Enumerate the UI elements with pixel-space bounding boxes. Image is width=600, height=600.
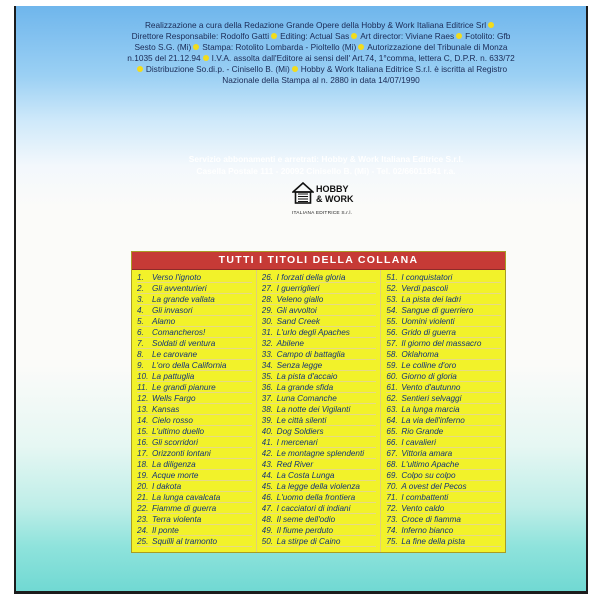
list-item-title: I cacciatori di indiani — [276, 504, 351, 514]
list-item — [137, 371, 256, 382]
list-item-title: Verso l'ignoto — [152, 273, 202, 282]
list-item — [386, 415, 505, 426]
list-item-number: 45. — [261, 482, 274, 492]
list-item — [137, 349, 256, 360]
list-item — [386, 393, 505, 404]
list-item — [386, 437, 505, 448]
list-item-number: 36. — [261, 383, 274, 393]
list-item-number: 32. — [261, 339, 274, 349]
logo-line-2: & WORK — [316, 194, 354, 204]
list-item — [137, 360, 256, 371]
credit-line: I.V.A. assolta dall'Editore ai sensi dell' Art.74, 1°comma, lettera C, D.P.R. n. 633/72 — [211, 53, 515, 64]
list-item — [137, 382, 256, 393]
list-item — [386, 481, 505, 492]
subscription-line-1: Servizio abbonamenti e arretrati: Hobby & Work Italiana Editrice S.r.l. — [188, 154, 464, 164]
list-item-number: 66. — [386, 438, 398, 448]
list-item — [386, 283, 505, 294]
list-item-title: Verdi pascoli — [401, 284, 448, 294]
list-item-title: Il fiume perduto — [276, 526, 334, 536]
list-item-title: Vittoria amara — [401, 449, 453, 459]
list-item — [262, 514, 381, 525]
list-item-title: Il seme dell'odio — [276, 515, 336, 525]
list-item-number: 19. — [137, 471, 149, 481]
list-item-title: I conquistatori — [401, 273, 453, 282]
list-item — [137, 426, 256, 437]
list-item-title: Sentieri selvaggi — [401, 394, 462, 404]
list-item-title: I forzati della gloria — [276, 273, 346, 282]
list-item-title: La pattuglia — [152, 372, 195, 382]
list-item — [137, 514, 256, 525]
list-item — [386, 525, 505, 536]
list-item-title: Senza legge — [276, 361, 323, 371]
list-item-title: Il ponte — [152, 526, 179, 536]
list-item-title: La lunga marcia — [401, 405, 460, 415]
list-item-title: Vento caldo — [401, 504, 445, 514]
list-item-title: Comancheros! — [152, 328, 206, 338]
list-item-title: Campo di battaglia — [276, 350, 345, 360]
list-item — [262, 393, 381, 404]
titles-list-header: TUTTI I TITOLI DELLA COLLANA — [132, 252, 505, 270]
list-item — [386, 514, 505, 525]
list-item-title: Le montagne splendenti — [276, 449, 365, 459]
list-item — [137, 305, 256, 316]
list-item-title: La grande sfida — [276, 383, 334, 393]
list-item-number: 40. — [261, 427, 274, 437]
list-item — [262, 327, 381, 338]
list-item-title: Terra violenta — [152, 515, 202, 525]
logo-wordmark — [316, 184, 354, 204]
house-logo-icon — [292, 182, 314, 204]
list-item-number: 46. — [261, 493, 274, 503]
list-item-title: Il giorno del massacro — [401, 339, 482, 349]
list-item-number: 11. — [137, 383, 148, 393]
list-item-title: La via dell'inferno — [401, 416, 465, 426]
list-item-number: 39. — [261, 416, 274, 426]
list-item-title: Grido di guerra — [401, 328, 456, 338]
list-item-title: Le città silenti — [276, 416, 327, 426]
list-item-number: 50. — [261, 537, 274, 547]
list-item-number: 53. — [386, 295, 398, 305]
list-item — [386, 272, 505, 283]
list-item — [137, 272, 256, 283]
list-item-title: Sangue di guerriero — [401, 306, 474, 316]
list-item-number: 7. — [137, 339, 144, 349]
list-item-number: 44. — [261, 471, 274, 481]
list-item-title: Rio Grande — [401, 427, 444, 437]
list-item-number: 55. — [386, 317, 398, 327]
list-item-title: La pista d'accaio — [276, 372, 338, 382]
list-item — [137, 294, 256, 305]
list-item-number: 64. — [386, 416, 398, 426]
list-item-number: 51. — [386, 273, 398, 282]
list-item-number: 75. — [386, 537, 398, 547]
list-item-number: 17. — [137, 449, 149, 459]
subscription-line-2: Casella Postale 111 - 20092 Cinisello B. (Mi) - Tel. 02/66011841 r.a. — [196, 165, 456, 176]
list-item-title: L'urlo degli Apaches — [276, 328, 350, 338]
list-item-number: 37. — [261, 394, 274, 404]
list-item-number: 13. — [137, 405, 149, 415]
subscription-info — [126, 154, 526, 177]
list-item — [262, 481, 381, 492]
list-item-title: Le carovane — [152, 350, 198, 360]
list-item-number: 43. — [261, 460, 274, 470]
bullet-icon — [292, 66, 298, 72]
list-item-number: 49. — [261, 526, 274, 536]
bullet-icon — [271, 33, 277, 39]
list-item-title: Dog Soldiers — [276, 427, 324, 437]
list-item — [137, 437, 256, 448]
list-item-title: Croce di fiamma — [401, 515, 461, 525]
list-item — [137, 459, 256, 470]
list-item-number: 35. — [261, 372, 274, 382]
list-item-title: I dakota — [152, 482, 182, 492]
list-item-number: 16. — [137, 438, 149, 448]
list-item-number: 34. — [261, 361, 274, 371]
list-item — [386, 305, 505, 316]
list-item — [386, 404, 505, 415]
list-item — [262, 338, 381, 349]
list-item — [262, 459, 381, 470]
list-item-number: 70. — [386, 482, 398, 492]
logo-line-1: HOBBY — [316, 184, 349, 194]
list-item-title: Soldati di ventura — [152, 339, 216, 349]
list-item — [262, 316, 381, 327]
list-item — [262, 382, 381, 393]
list-item-title: Alamo — [152, 317, 176, 327]
list-item — [262, 437, 381, 448]
credit-line: Autorizzazione del Tribunale di Monza — [367, 42, 508, 53]
list-item-number: 28. — [261, 295, 274, 305]
list-item-title: La Costa Lunga — [276, 471, 335, 481]
list-item-title: Red River — [276, 460, 314, 470]
list-item-number: 33. — [261, 350, 274, 360]
list-item — [262, 371, 381, 382]
list-item — [386, 382, 505, 393]
list-item-title: La stirpe di Caino — [276, 537, 341, 547]
list-item — [386, 492, 505, 503]
list-item — [137, 393, 256, 404]
list-item-number: 27. — [261, 284, 274, 294]
list-item — [386, 294, 505, 305]
list-item-title: Sand Creek — [276, 317, 320, 327]
bullet-icon — [137, 66, 143, 72]
list-item — [262, 349, 381, 360]
list-item-title: Giorno di gloria — [401, 372, 457, 382]
list-item-title: La lunga cavalcata — [152, 493, 221, 503]
list-item-title: Wells Fargo — [152, 394, 196, 404]
list-item — [386, 360, 505, 371]
list-item — [262, 305, 381, 316]
list-item-title: Le grandi pianure — [152, 383, 216, 393]
list-item-title: L'uomo della frontiera — [276, 493, 356, 503]
logo-subtitle: ITALIANA EDITRICE S.r.l. — [292, 211, 353, 216]
list-item — [386, 503, 505, 514]
list-item-title: Squilli al tramonto — [152, 537, 218, 547]
list-item-number: 1. — [137, 273, 144, 282]
list-item-title: Cielo rosso — [152, 416, 193, 426]
credit-line: n.1035 del 21.12.94 — [127, 53, 201, 64]
list-item-number: 47. — [261, 504, 274, 514]
credit-line: Fotolito: Gfb — [465, 31, 511, 42]
credit-line: Realizzazione a cura della Redazione Grande Opere della Hobby & Work Italiana Editrice Srl — [144, 20, 487, 30]
list-item-title: Veleno giallo — [276, 295, 324, 305]
list-item — [262, 503, 381, 514]
credit-line: Art director: Viviane Raes — [360, 31, 455, 42]
bullet-icon — [358, 44, 364, 50]
bullet-icon — [203, 55, 209, 61]
list-item-number: 69. — [386, 471, 398, 481]
list-item-number: 56. — [386, 328, 398, 338]
list-item — [386, 316, 505, 327]
list-item — [262, 536, 381, 547]
list-item-title: L'ultimo Apache — [401, 460, 460, 470]
bullet-icon — [351, 33, 357, 39]
list-item — [386, 536, 505, 547]
credits-block — [116, 20, 526, 87]
list-item — [137, 448, 256, 459]
list-item — [137, 470, 256, 481]
titles-columns — [132, 270, 505, 553]
list-item-title: Kansas — [152, 405, 180, 415]
list-item — [386, 459, 505, 470]
list-item-number: 25. — [137, 537, 149, 547]
credit-line: Direttore Responsabile: Rodolfo Gatti — [131, 31, 270, 42]
list-item-number: 42. — [261, 449, 274, 459]
list-item-number: 72. — [386, 504, 398, 514]
list-item-title: Vento d'autunno — [401, 383, 461, 393]
list-item-number: 65. — [386, 427, 398, 437]
list-item-number: 54. — [386, 306, 398, 316]
list-item-title: L'ultimo duello — [152, 427, 205, 437]
publisher-logo — [292, 178, 384, 230]
list-item-number: 2. — [137, 284, 144, 294]
list-item-number: 57. — [386, 339, 398, 349]
list-item — [262, 415, 381, 426]
list-item-title: I mercenari — [276, 438, 318, 448]
list-item-number: 61. — [386, 383, 398, 393]
list-item — [137, 525, 256, 536]
titles-column-2 — [257, 270, 382, 553]
list-item-title: L'oro della California — [152, 361, 227, 371]
list-item-title: Luna Comanche — [276, 394, 337, 404]
list-item-number: 14. — [137, 416, 149, 426]
list-item — [386, 448, 505, 459]
list-item-title: La diligenza — [152, 460, 196, 470]
bullet-icon — [193, 44, 199, 50]
list-item — [137, 492, 256, 503]
list-item-number: 41. — [261, 438, 274, 448]
list-item — [262, 404, 381, 415]
list-item — [262, 360, 381, 371]
credit-line: Stampa: Rotolito Lombarda - Pioltello (Mi) — [202, 42, 357, 53]
list-item-title: Inferno bianco — [401, 526, 454, 536]
list-item — [386, 470, 505, 481]
list-item-number: 59. — [386, 361, 398, 371]
list-item-title: La grande vallata — [152, 295, 215, 305]
list-item — [137, 536, 256, 547]
list-item-title: La legge della violenza — [276, 482, 360, 492]
list-item-number: 22. — [137, 504, 149, 514]
list-item-title: Gli avvoltoi — [276, 306, 317, 316]
credit-line: Nazionale della Stampa al n. 2880 in data 14/07/1990 — [222, 75, 420, 86]
credit-line: Distribuzione So.di.p. - Cinisello B. (Mi) — [145, 64, 290, 75]
list-item-number: 26. — [261, 273, 274, 282]
list-item-title: Oklahoma — [401, 350, 439, 360]
list-item-title: La fine della pista — [401, 537, 466, 547]
list-item-number: 29. — [261, 306, 274, 316]
list-item — [137, 415, 256, 426]
list-item-title: A ovest del Pecos — [401, 482, 467, 492]
list-item — [137, 503, 256, 514]
list-item — [386, 349, 505, 360]
list-item-title: I cavalieri — [401, 438, 436, 448]
credit-line: Sesto S.G. (Mi) — [134, 42, 192, 53]
list-item — [137, 283, 256, 294]
list-item-number: 74. — [386, 526, 398, 536]
list-item-title: Gli avventurieri — [152, 284, 207, 294]
list-item-number: 8. — [137, 350, 144, 360]
list-item — [262, 426, 381, 437]
list-item — [386, 327, 505, 338]
list-item-number: 21. — [137, 493, 149, 503]
list-item-number: 38. — [261, 405, 274, 415]
list-item-title: I guerriglieri — [276, 284, 320, 294]
list-item-title: La notte dei Vigilanti — [276, 405, 351, 415]
titles-column-3 — [381, 270, 505, 553]
list-item-number: 63. — [386, 405, 398, 415]
bullet-icon — [488, 22, 494, 28]
list-item-title: Le colline d'oro — [401, 361, 457, 371]
list-item — [386, 338, 505, 349]
credit-line: Editing: Actual Sas — [280, 31, 350, 42]
list-item-title: Gli scorridori — [152, 438, 198, 448]
list-item-number: 31. — [261, 328, 274, 338]
list-item — [137, 404, 256, 415]
list-item-number: 52. — [386, 284, 398, 294]
list-item — [137, 338, 256, 349]
list-item — [262, 525, 381, 536]
list-item — [262, 283, 381, 294]
list-item — [386, 426, 505, 437]
list-item-title: I combattenti — [401, 493, 449, 503]
list-item-number: 62. — [386, 394, 398, 404]
list-item-title: Colpo su colpo — [401, 471, 456, 481]
list-item-title: Uomini violenti — [401, 317, 455, 327]
list-item — [137, 481, 256, 492]
list-item-number: 4. — [137, 306, 144, 316]
list-item-title: La pista dei ladri — [401, 295, 461, 305]
list-item-title: Acque morte — [152, 471, 199, 481]
list-item-number: 30. — [261, 317, 274, 327]
list-item-number: 20. — [137, 482, 149, 492]
titles-column-1 — [132, 270, 257, 553]
list-item-number: 24. — [137, 526, 149, 536]
list-item-number: 67. — [386, 449, 398, 459]
list-item-number: 15. — [137, 427, 149, 437]
list-item-number: 58. — [386, 350, 398, 360]
list-item — [137, 316, 256, 327]
list-item-number: 18. — [137, 460, 149, 470]
list-item — [262, 294, 381, 305]
list-item-number: 23. — [137, 515, 149, 525]
bullet-icon — [456, 33, 462, 39]
titles-list-box — [131, 251, 506, 553]
list-item — [262, 492, 381, 503]
cover-panel — [14, 6, 588, 594]
list-item-number: 9. — [137, 361, 144, 371]
list-item-number: 48. — [261, 515, 274, 525]
list-item-title: Abilene — [276, 339, 304, 349]
list-item-number: 5. — [137, 317, 144, 327]
list-item — [262, 448, 381, 459]
list-item-number: 68. — [386, 460, 398, 470]
list-item-number: 10. — [137, 372, 149, 382]
list-item — [137, 327, 256, 338]
list-item-number: 73. — [386, 515, 398, 525]
list-item — [386, 371, 505, 382]
list-item-title: Gli invasori — [152, 306, 193, 316]
list-item-title: Orizzonti lontani — [152, 449, 211, 459]
list-item-number: 3. — [137, 295, 144, 305]
list-item-title: Fiamme di guerra — [152, 504, 217, 514]
list-item-number: 60. — [386, 372, 398, 382]
credit-line: Hobby & Work Italiana Editrice S.r.l. è iscritta al Registro — [300, 64, 508, 75]
list-item-number: 12. — [137, 394, 149, 404]
list-item — [262, 470, 381, 481]
list-item-number: 71. — [386, 493, 398, 503]
list-item-number: 6. — [137, 328, 144, 338]
list-item — [262, 272, 381, 283]
